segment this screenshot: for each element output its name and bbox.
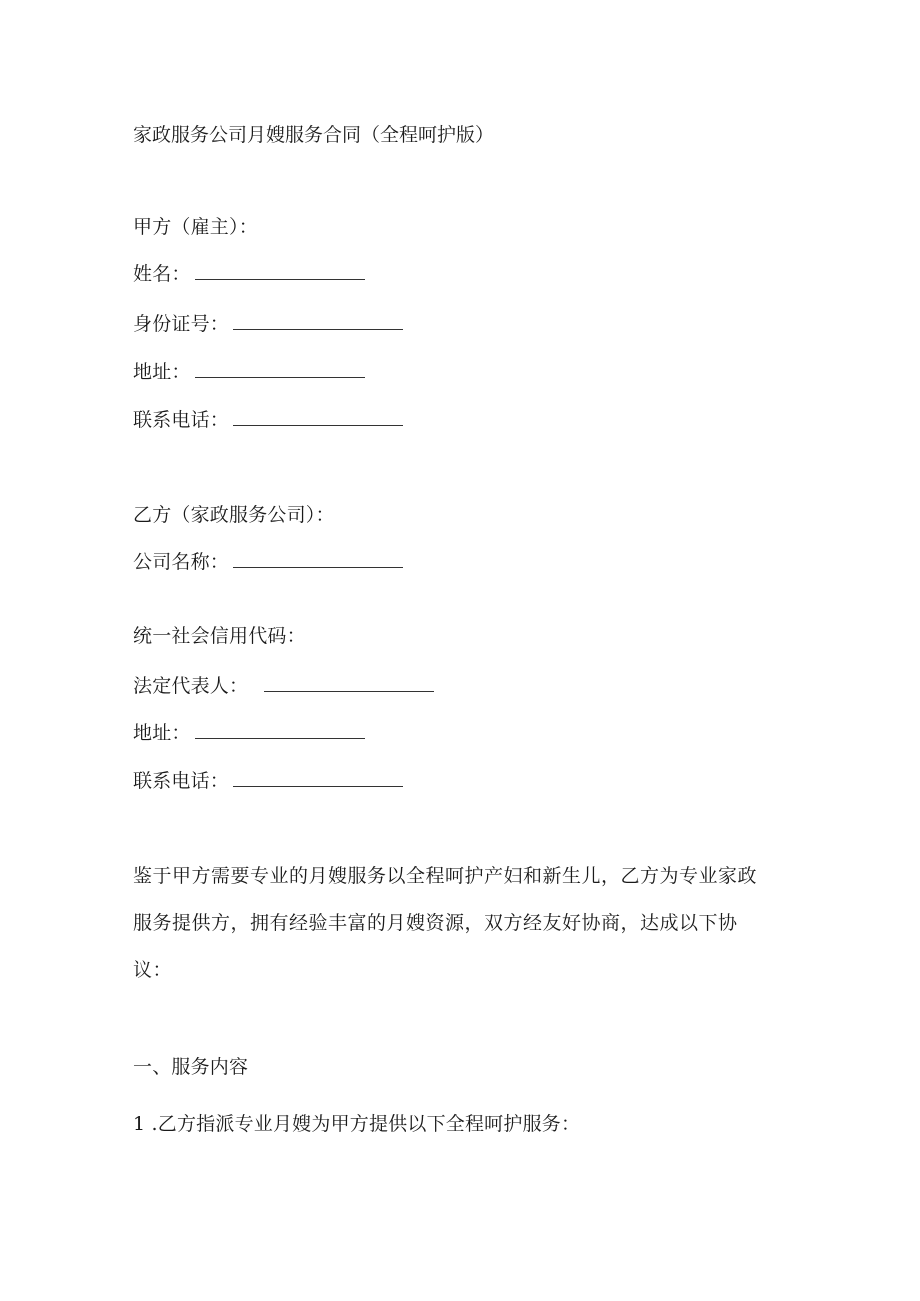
section-1-item-1: 1 .乙方指派专业月嫂为甲方提供以下全程呵护服务：: [133, 1113, 581, 1135]
preamble-line-1: 鉴于甲方需要专业的月嫂服务以全程呵护产妇和新生儿，乙方为专业家政: [133, 865, 758, 887]
party-a-id-row: [133, 312, 403, 336]
party-a-address-label: 地址：: [133, 361, 191, 383]
party-b-company-label: 公司名称：: [133, 551, 230, 573]
party-b-address-label: 地址：: [133, 722, 191, 744]
party-a-name-row: [133, 262, 365, 286]
party-b-legal-rep-blank[interactable]: [264, 675, 434, 692]
party-a-phone-blank[interactable]: [233, 409, 403, 426]
party-a-id-blank[interactable]: [233, 313, 403, 330]
party-b-phone-label: 联系电话：: [133, 770, 230, 792]
party-b-company-blank[interactable]: [233, 551, 403, 568]
party-a-heading: 甲方（雇主）：: [133, 216, 258, 238]
document-title: 家政服务公司月嫂服务合同（全程呵护版）: [133, 124, 495, 146]
party-b-phone-row: [133, 769, 403, 793]
section-1-heading: 一、服务内容: [133, 1056, 249, 1078]
party-a-name-blank[interactable]: [195, 263, 365, 280]
party-b-legal-rep-row: [133, 674, 434, 698]
party-a-id-label: 身份证号：: [133, 313, 230, 335]
preamble-paragraph: [133, 853, 793, 994]
preamble-line-3: 议：: [133, 959, 173, 981]
party-a-address-blank[interactable]: [195, 361, 365, 378]
party-a-name-label: 姓名：: [133, 263, 191, 285]
party-a-phone-row: [133, 408, 403, 432]
party-b-heading: 乙方（家政服务公司）：: [133, 504, 335, 526]
party-b-address-row: [133, 721, 365, 745]
party-b-company-row: [133, 550, 403, 574]
party-b-address-blank[interactable]: [195, 722, 365, 739]
preamble-line-2: 服务提供方，拥有经验丰富的月嫂资源，双方经友好协商，达成以下协: [133, 912, 738, 934]
party-b-legal-rep-label: 法定代表人：: [133, 675, 249, 697]
party-b-phone-blank[interactable]: [233, 770, 403, 787]
party-b-credit-code-label: 统一社会信用代码：: [133, 625, 306, 647]
party-a-address-row: [133, 360, 365, 384]
party-a-phone-label: 联系电话：: [133, 409, 230, 431]
